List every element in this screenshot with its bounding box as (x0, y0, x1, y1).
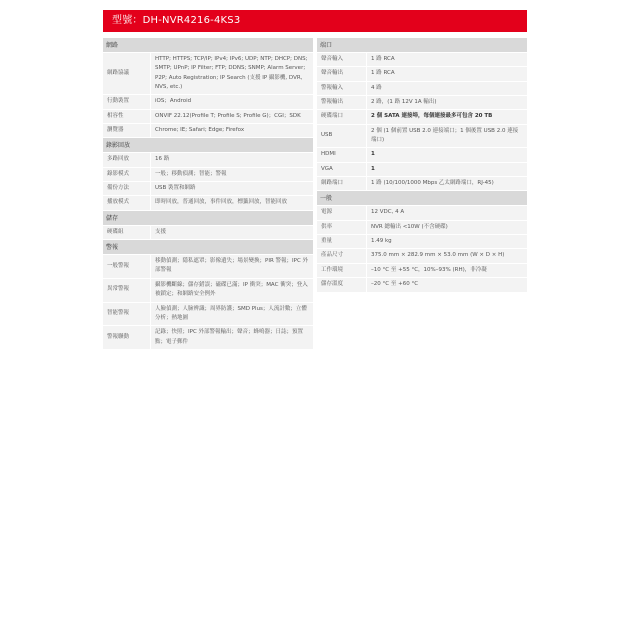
spec-label: 聲音輸入 (317, 53, 367, 66)
spec-row (317, 66, 527, 80)
section-body (317, 53, 527, 190)
spec-value: 4 路 (371, 84, 382, 91)
section-header: 錄影回放 (103, 137, 313, 153)
spec-value: 2 個 (1 個前置 USB 2.0 連接端口；1 個後置 USB 2.0 連接端口) (371, 127, 519, 144)
spec-label: 工作環境 (317, 264, 367, 277)
spec-label: 播放模式 (103, 196, 151, 209)
section-body (103, 255, 313, 349)
spec-label: 智能警報 (103, 303, 151, 326)
spec-value: USB 裝置和網路 (155, 185, 196, 192)
spec-row (317, 53, 527, 66)
section-body (317, 206, 527, 291)
spec-value: 一般；移動偵測；智能；警報 (155, 170, 227, 177)
spec-label: 重量 (317, 235, 367, 248)
spec-label: HDMI (317, 148, 367, 161)
spec-label: 硬碟端口 (317, 110, 367, 123)
spec-row (317, 81, 527, 95)
spec-row (103, 226, 313, 239)
spec-value: 2 路，(1 路 12V 1A 輸出) (371, 99, 437, 106)
right-column (317, 37, 527, 349)
spec-row (103, 153, 313, 166)
spec-value: iOS；Android (155, 98, 192, 105)
spec-value: 16 路 (155, 156, 170, 163)
spec-value: 1 路 RCA (371, 56, 395, 62)
spec-label: 瀏覽器 (103, 124, 151, 137)
spec-label: 一般警報 (103, 255, 151, 278)
spec-label: 硬碟組 (103, 226, 151, 239)
spec-label: 警報輸入 (317, 82, 367, 95)
spec-value: 12 VDC, 4 A (371, 209, 405, 216)
spec-row (103, 181, 313, 195)
spec-value: NVR 總輸出 <10W (不含硬碟) (371, 223, 448, 230)
section-header: 警報 (103, 239, 313, 255)
spec-label: 錄影模式 (103, 168, 151, 181)
spec-row (103, 255, 313, 278)
spec-label: 網路協議 (103, 53, 151, 94)
spec-value: 記錄；快照；IPC 外部警報輸出；聲音；蜂鳴器；日誌；預置點；電子郵件 (155, 329, 304, 345)
spec-label: 儲存溫度 (317, 278, 367, 291)
spec-row (317, 124, 527, 148)
spec-label: 聲音輸出 (317, 67, 367, 80)
section-body (103, 53, 313, 137)
spec-row (317, 248, 527, 262)
spec-row (317, 147, 527, 161)
spec-row (103, 109, 313, 123)
section-header: 端口 (317, 37, 527, 53)
spec-value: ONVIF 22.12(Profile T; Profile S; Profile G)；CGI；SDK (155, 112, 301, 119)
spec-value: Chrome; IE; Safari; Edge; Firefox (155, 127, 245, 134)
model-title: 型號：DH-NVR4216-4KS3 (103, 10, 527, 32)
spec-label: USB (317, 125, 367, 148)
spec-value: 攝影機斷線；儲存錯誤；磁碟已滿；IP 衝突；MAC 衝突；登入被鎖定；和網路安全例外 (155, 281, 308, 298)
spec-label: 產品尺寸 (317, 249, 367, 262)
spec-row (103, 278, 313, 302)
spec-label: 多路回放 (103, 153, 151, 166)
spec-row (103, 53, 313, 94)
spec-label: 供率 (317, 221, 367, 234)
spec-value: 2 個 SATA 連接埠，每個連接最多可包含 20 TB (371, 113, 493, 120)
spec-row (317, 220, 527, 234)
spec-value: 1 路 RCA (371, 70, 395, 77)
spec-value: 1 路 (10/100/1000 Mbps 乙太網路端口，RJ-45) (371, 180, 494, 187)
section-header: 儲存 (103, 210, 313, 226)
spec-value: 1.49 kg (371, 238, 392, 245)
spec-value: 375.0 mm × 282.9 mm × 53.0 mm (W × D × H) (371, 252, 505, 259)
spec-value: 1 (371, 151, 375, 158)
spec-label: 網路端口 (317, 177, 367, 190)
section-body (103, 226, 313, 239)
spec-label: 警報輸出 (317, 96, 367, 109)
spec-row (317, 234, 527, 248)
spec-sheet (103, 10, 527, 349)
spec-row (317, 95, 527, 109)
spec-value: 1 (371, 165, 375, 172)
spec-label: 備份方法 (103, 182, 151, 195)
spec-value: –20 °C 至 +60 °C (371, 281, 419, 288)
spec-value: 人臉偵測；人臉辨識；周界防護；SMD Plus；人流計數；立體分析；熱地圖 (155, 305, 307, 321)
spec-row (317, 263, 527, 277)
left-column (103, 37, 313, 349)
spec-row (103, 167, 313, 181)
spec-label: 相容性 (103, 110, 151, 123)
spec-row (317, 109, 527, 123)
spec-label: 電源 (317, 206, 367, 219)
spec-value: HTTP; HTTPS; TCP/IP; IPv4; IPv6; UDP; NTP; DHCP; DNS; SMTP; UPnP; IP Filter; FTP; DDNS; SNMP; Alarm Server; P2P; Auto Registration; IP Search (支援 IP 攝影機, DVR, NVS, etc.) (155, 56, 308, 91)
spec-label: 警報聯動 (103, 326, 151, 349)
section-header: 一般 (317, 190, 527, 206)
spec-row (103, 302, 313, 326)
spec-row (103, 195, 313, 209)
spec-label: 行動裝置 (103, 95, 151, 108)
spec-value: 移動偵測；隱私遮罩；影像遺失；場景變換；PIR 警報；IPC 外部警報 (155, 258, 309, 274)
spec-value: 支援 (155, 228, 167, 235)
spec-row (317, 176, 527, 190)
spec-row (317, 277, 527, 291)
spec-label: VGA (317, 163, 367, 176)
spec-row (103, 94, 313, 108)
spec-value: –10 °C 至 +55 °C，10%–93% (RH)，非冷凝 (371, 266, 487, 273)
spec-label: 異常警報 (103, 279, 151, 302)
spec-row (103, 325, 313, 349)
spec-row (317, 206, 527, 219)
section-body (103, 153, 313, 209)
spec-row (317, 162, 527, 176)
spec-value: 即時回放，普通回放，事件回放，標籤回放，智能回放 (155, 199, 288, 206)
spec-row (103, 123, 313, 137)
spec-columns (103, 37, 527, 349)
section-header: 網路 (103, 37, 313, 53)
